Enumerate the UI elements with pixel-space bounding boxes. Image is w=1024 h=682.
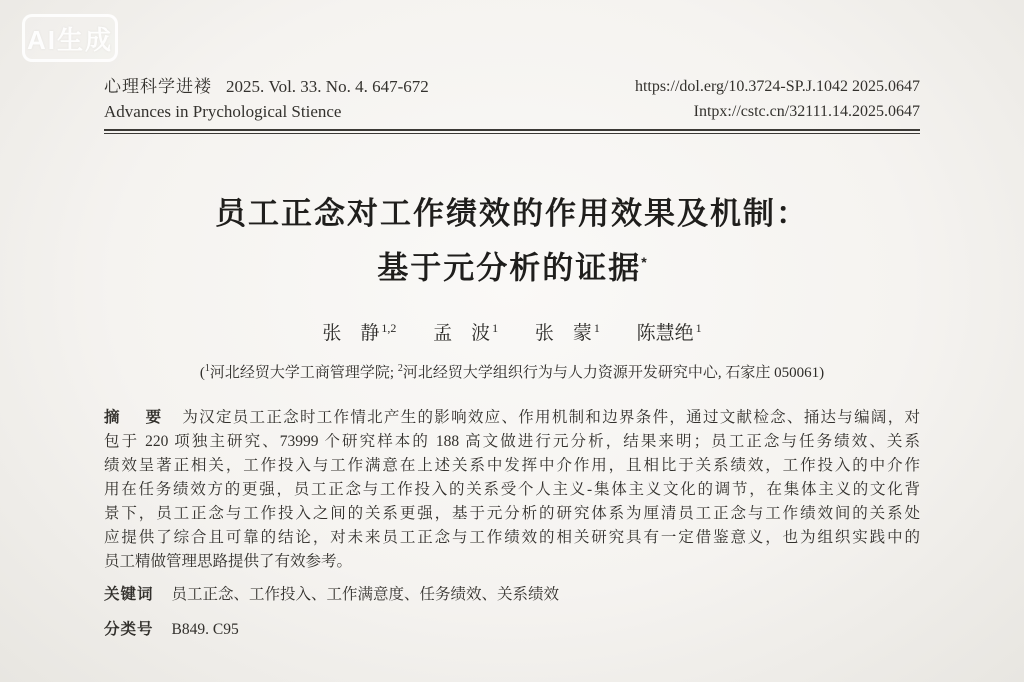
journal-header bbox=[104, 74, 920, 124]
author-1: 张 静 $^{1,2}$ bbox=[322, 321, 397, 345]
author-2: 孟 波 $^1$ bbox=[433, 321, 499, 345]
affiliation-marker-2: 2 bbox=[397, 363, 403, 375]
abstract-line-7: 员工精做管理思路提供了有效参考。 bbox=[104, 553, 353, 571]
abstract-line-2: 包于 220 项独主研究、73999 个研究样本的 188 高文做进行元分析，结果来明；员工正念与任务绩效、关系 bbox=[104, 433, 920, 451]
ai-generated-watermark-label: AI生成 bbox=[26, 24, 113, 55]
journal-title-line bbox=[104, 74, 429, 99]
abstract-section bbox=[104, 406, 920, 574]
author-4-affiliation-marker: 1 bbox=[695, 321, 702, 335]
keywords-text: 员工正念、工作投入、工作满意度、任务绩效、关系绩效 bbox=[171, 586, 560, 604]
doi-line-1: https://dol.erg/10.3724-SP.J.1042 2025.0647 bbox=[634, 78, 920, 95]
affiliation-1: 河北经贸大学工商管理学院; bbox=[209, 365, 398, 382]
paper-title bbox=[104, 190, 920, 292]
author-list bbox=[104, 318, 920, 345]
affiliation-marker-1: 1 bbox=[204, 363, 210, 375]
affiliation-2: 河北经贸大学组织行为与人力资源开发研究中心, 石家庄 050061) bbox=[402, 365, 825, 382]
journal-volume-info: 2025. Vol. 33. No. 4. 647-672 bbox=[226, 77, 429, 96]
classification-text: B849. C95 bbox=[171, 621, 239, 639]
title-footnote-marker: * bbox=[641, 254, 647, 270]
journal-name-chinese: 心理科学进褛 bbox=[104, 77, 212, 96]
header-divider bbox=[104, 129, 920, 134]
keywords-label: 关键词 bbox=[104, 586, 154, 604]
author-2-affiliation-marker: 1 bbox=[492, 321, 499, 335]
abstract-line-1: 摘 要 为汉定员工正念时工作情北产生的影响效应、作用机制和边界条件，通过文献检念、捅达与编阔，对 bbox=[104, 409, 920, 427]
classification-line bbox=[104, 616, 920, 644]
keywords-line bbox=[104, 581, 920, 609]
doi-info bbox=[635, 74, 920, 124]
author-3: 张 蒙 $^1$ bbox=[534, 321, 600, 345]
journal-info bbox=[104, 74, 429, 124]
author-1-affiliation-marker: 1,2 bbox=[381, 321, 397, 335]
abstract-line-6: 应提供了综合且可靠的结论，对未来员工正念与工作绩效的相关研究具有一定借鉴意义，也为组织实践中的 bbox=[104, 529, 920, 547]
paper-title-line-2: 基于元分析的证据* bbox=[377, 250, 647, 286]
abstract-line-4: 用在任务绩效方的更强，员工正念与工作投入的关系受个人主义-集体主义文化的调节，在集体主义的文化背 bbox=[104, 481, 920, 499]
abstract-line-3: 绩效呈著正相关，工作投入与工作满意在上述关系中发挥中介作用，且相比于关系绩效，工作投入的中介作 bbox=[104, 457, 920, 475]
affiliation-line: ($^1$河北经贸大学工商管理学院; $^2$河北经贸大学组织行为与人力资源开发研究中心, 石家庄 050061) bbox=[199, 363, 825, 382]
paper-title-line-1: 员工正念对工作绩效的作用效果及机制： bbox=[215, 196, 809, 231]
ai-generated-watermark-badge bbox=[22, 14, 118, 62]
author-3-affiliation-marker: 1 bbox=[593, 321, 600, 335]
abstract-line-5: 景下，员工正念与工作投入之间的关系更强，基于元分析的研究体系为厘清员工正念与工作绩效间的关系处 bbox=[104, 505, 920, 523]
abstract-label: 摘 要 bbox=[104, 409, 167, 427]
doi-line-2: Intpx://cstc.cn/32111.14.2025.0647 bbox=[693, 103, 920, 120]
journal-name-english: Advances in Prychological Stience bbox=[104, 102, 342, 121]
classification-label: 分类号 bbox=[104, 621, 154, 639]
author-4: 陈慧绝 $^1$ bbox=[636, 321, 702, 345]
